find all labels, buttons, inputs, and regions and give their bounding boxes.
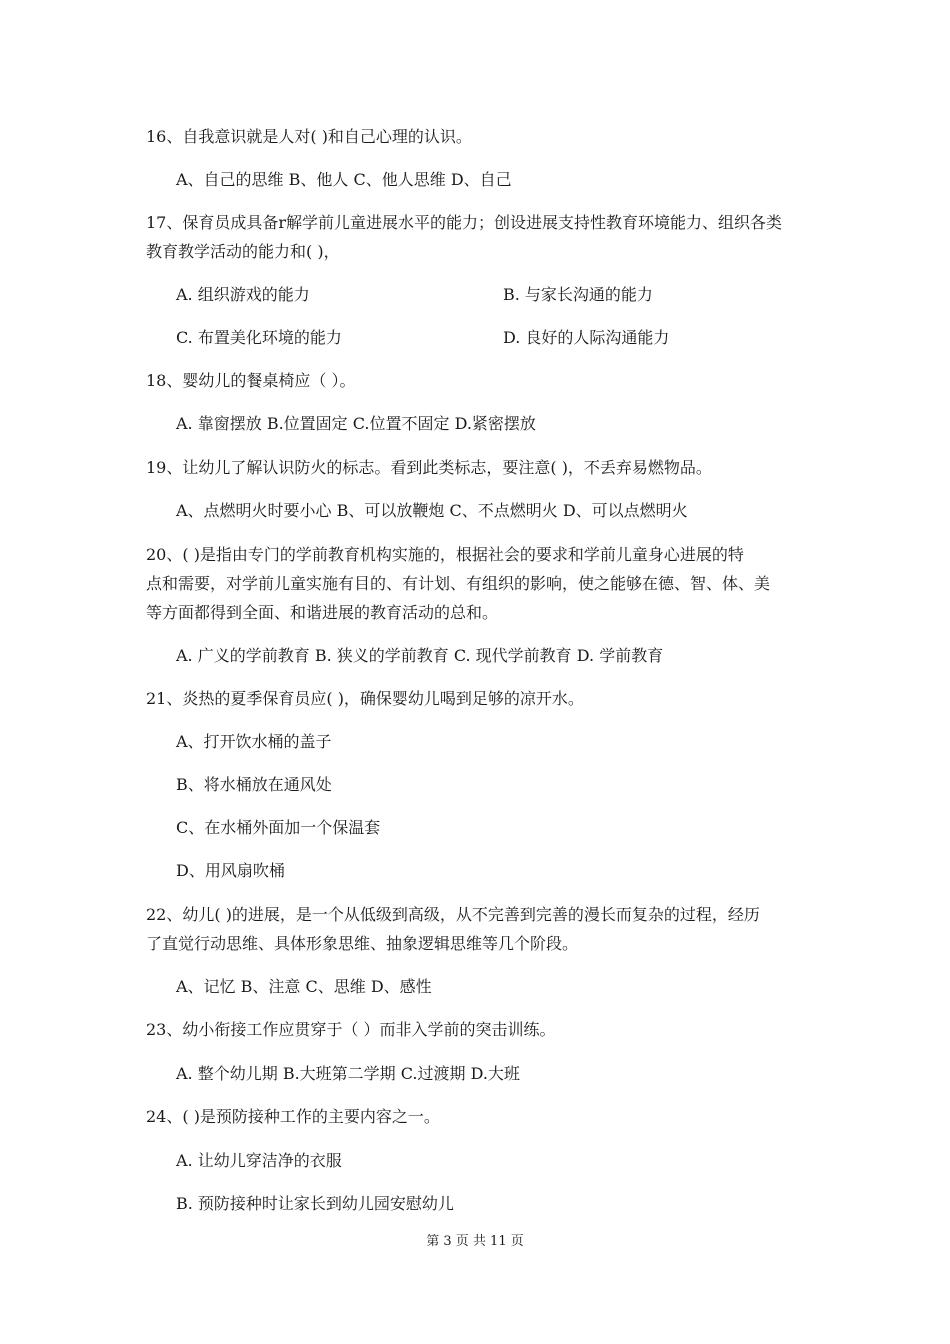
question-17-option-c: C. 布置美化环境的能力 [176, 328, 342, 347]
question-20-stem-line2: 点和需要，对学前儿童实施有目的、有计划、有组织的影响，使之能够在德、智、体、美 [146, 574, 771, 593]
question-16-options: A、自己的思维 B、他人 C、他人思维 D、自己 [176, 170, 512, 189]
question-18-stem: 18、婴幼儿的餐桌椅应（ ）。 [146, 371, 356, 390]
question-16-stem: 16、自我意识就是人对( )和自己心理的认识。 [146, 127, 472, 146]
question-17-option-d: D. 良好的人际沟通能力 [503, 328, 670, 347]
question-22-options: A、记忆 B、注意 C、思维 D、感性 [176, 977, 432, 996]
question-20-stem-line3: 等方面都得到全面、和谐进展的教育活动的总和。 [146, 603, 499, 622]
question-23-options: A. 整个幼儿期 B.大班第二学期 C.过渡期 D.大班 [176, 1064, 520, 1083]
question-24-stem: 24、( )是预防接种工作的主要内容之一。 [146, 1107, 440, 1126]
question-17-stem-line2: 教育教学活动的能力和( )， [146, 242, 340, 261]
question-19-stem: 19、让幼儿了解认识防火的标志。看到此类标志，要注意( )，不丢弃易燃物品。 [146, 458, 712, 477]
question-17-option-a: A. 组织游戏的能力 [176, 285, 310, 304]
question-22-stem-line1: 22、幼儿( )的进展，是一个从低级到高级，从不完善到完善的漫长而复杂的过程，经历 [146, 905, 760, 924]
question-17-option-b: B. 与家长沟通的能力 [503, 285, 653, 304]
question-18-options: A. 靠窗摆放 B.位置固定 C.位置不固定 D.紧密摆放 [176, 414, 536, 433]
page-footer: 第 3 页 共 11 页 [426, 1234, 524, 1249]
question-20-options: A. 广义的学前教育 B. 狭义的学前教育 C. 现代学前教育 D. 学前教育 [176, 646, 664, 665]
question-19-options: A、点燃明火时要小心 B、可以放鞭炮 C、不点燃明火 D、可以点燃明火 [176, 501, 688, 520]
question-24-option-a: A. 让幼儿穿洁净的衣服 [176, 1151, 342, 1170]
question-20-stem-line1: 20、( )是指由专门的学前教育机构实施的，根据社会的要求和学前儿童身心进展的特 [146, 545, 744, 564]
question-21-option-a: A、打开饮水桶的盖子 [176, 732, 332, 751]
question-23-stem: 23、幼小衔接工作应贯穿于（ ）而非入学前的突击训练。 [146, 1020, 556, 1039]
question-22-stem-line2: 了直觉行动思维、具体形象思维、抽象逻辑思维等几个阶段。 [146, 934, 579, 953]
question-24-option-b: B. 预防接种时让家长到幼儿园安慰幼儿 [176, 1194, 454, 1213]
question-21-stem: 21、炎热的夏季保育员应( )，确保婴幼儿喝到足够的凉开水。 [146, 689, 584, 708]
question-21-option-b: B、将水桶放在通风处 [176, 775, 332, 794]
question-21-option-c: C、在水桶外面加一个保温套 [176, 818, 381, 837]
question-17-stem-line1: 17、保育员成具备r解学前儿童进展水平的能力；创设进展支持性教育环境能力、组织各类 [146, 213, 783, 232]
question-21-option-d: D、用风扇吹桶 [176, 861, 285, 880]
